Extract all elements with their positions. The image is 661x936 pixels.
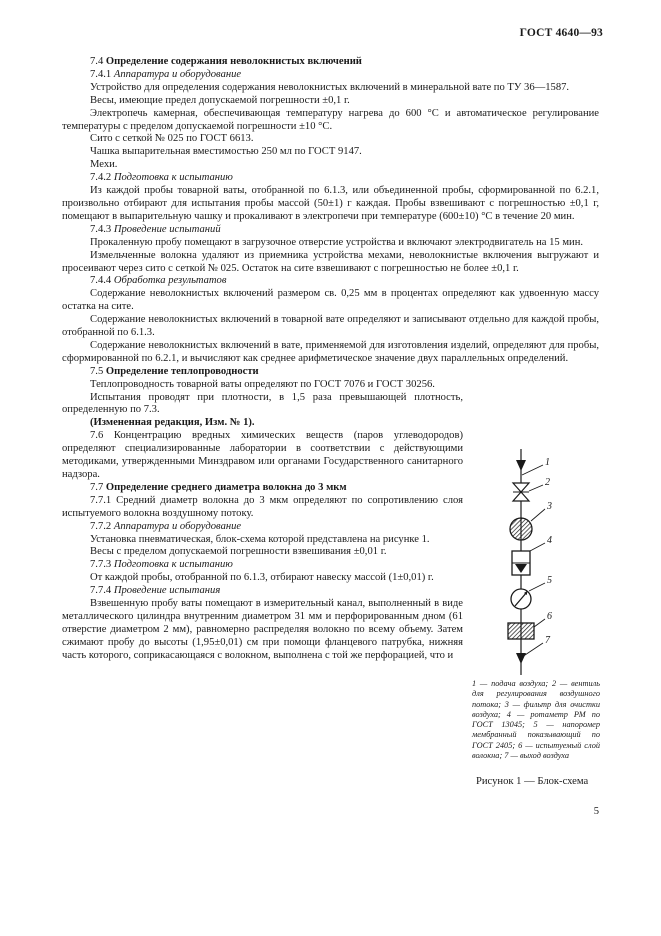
block-diagram-svg xyxy=(487,447,567,677)
page-number: 5 xyxy=(593,806,599,817)
callout-3: 3 xyxy=(547,501,552,512)
subsection-number: 7.4.3 xyxy=(90,223,112,235)
paragraph: Сито с сеткой № 025 по ГОСТ 6613. xyxy=(90,133,254,145)
paragraph: Весы, имеющие предел допускаемой погрешности ±0,1 г. xyxy=(90,94,350,106)
subsection-number: 7.7.3 xyxy=(90,559,112,571)
figure-caption: Рисунок 1 — Блок-схема xyxy=(476,776,589,787)
section-number: 7.5 xyxy=(90,365,104,377)
subsection-number: 7.4.2 xyxy=(90,172,112,184)
paragraph: Содержание неволокнистых включений размером св. 0,25 мм в процентах определяют как удвоенную массу остатка на сите. xyxy=(62,288,599,313)
block-diagram xyxy=(487,447,567,677)
rotameter-symbol xyxy=(512,551,530,575)
paragraph: Чашка выпарительная вместимостью 250 мл по ГОСТ 9147. xyxy=(90,146,362,158)
subsection-number: 7.4.4 xyxy=(90,275,112,287)
paragraph: Испытания проводят при плотности, в 1,5 раза превышающей плотность, определенную по 7.3. xyxy=(62,391,463,416)
subsection-heading xyxy=(62,224,599,237)
subsection-title: Подготовка к испытанию xyxy=(113,172,233,184)
subsection-title: Аппаратура и оборудование xyxy=(113,68,242,80)
section-title: Определение содержания неволокнистых включений xyxy=(105,56,362,67)
paragraph: Содержание неволокнистых включений в товарной вате определяют и записывают отдельно для каждой пробы, отобранной по 6.1.3. xyxy=(62,314,599,339)
subsection-title: Проведение испытания xyxy=(113,585,221,597)
paragraph: Измельченные волокна удаляют из приемника устройства мехами, неволокнистые включения выгружают и просеивают через сито с сеткой № 025. Остаток на сите взвешивают с погрешностью не более ±0,1 г. xyxy=(62,249,599,274)
paragraph: 7.6 Концентрацию вредных химических веществ (паров углеводородов) определяют специализированные лаборатории в соответствии с действующими методиками, утвержденными Минздравом или органами Государственного санитарного надзора. xyxy=(62,430,463,480)
subsection-title: Проведение испытаний xyxy=(113,223,221,235)
section-title: Определение теплопроводности xyxy=(105,365,259,377)
subsection-heading xyxy=(62,559,463,572)
paragraph: Прокаленную пробу помещают в загрузочное отверстие устройства и включают электродвигатель на 15 мин. xyxy=(90,236,584,248)
paragraph: От каждой пробы, отобранной по 6.1.3, отбирают навеску массой (1±0,01) г. xyxy=(90,572,434,584)
callout-6: 6 xyxy=(547,611,552,622)
pressure-gauge-symbol xyxy=(511,589,531,609)
section-heading xyxy=(62,482,463,495)
subsection-number: 7.4.1 xyxy=(90,68,112,80)
valve-symbol xyxy=(513,483,529,501)
fiber-layer-symbol xyxy=(508,623,534,639)
figure-legend: 1 — подача воздуха; 2 — вентиль для регулирования воздушного потока; 3 — фильтр для очистки воздуха; 4 — ротаметр РМ по ГОСТ 13045; 5 — напоромер мембранный показывающий по ГОСТ 2405; 6 — испытуемый слой волокна; 7 — выход воздуха xyxy=(472,679,600,761)
amendment-note: (Измененная редакция, Изм. № 1). xyxy=(90,417,255,429)
paragraph: Весы с пределом допускаемой погрешности взвешивания ±0,01 г. xyxy=(90,546,387,558)
section-heading xyxy=(62,56,599,69)
callout-2: 2 xyxy=(545,477,550,488)
subsection-heading xyxy=(62,172,599,185)
subsection-heading xyxy=(62,69,599,82)
paragraph: Мехи. xyxy=(90,159,118,171)
subsection-number: 7.7.2 xyxy=(90,520,112,532)
section-title: Определение среднего диаметра волокна до 3 мкм xyxy=(105,481,347,493)
section-heading xyxy=(62,366,599,379)
air-inlet-arrow xyxy=(516,460,526,471)
subsection-title: Обработка результатов xyxy=(113,275,227,287)
section-number: 7.4 xyxy=(90,56,104,67)
paragraph: Взвешенную пробу ваты помещают в измерительный канал, выполненный в виде металлического цилиндра внутренним диаметром 31 мм и перфорированным дном (61 отверстие диаметром 2 мм), равномерно распределяя волокно по всему объему. Затем сжимают пробу до высоты (1,95±0,01) см при помощи фланцевого патрубка, нижняя часть которого, соприкасающаяся с волокном, выполнена с той же перфорацией, что и xyxy=(62,598,463,661)
filter-symbol xyxy=(510,518,532,540)
standard-header: ГОСТ 4640—93 xyxy=(519,27,603,39)
callout-7: 7 xyxy=(545,635,550,646)
callout-4: 4 xyxy=(547,535,552,546)
paragraph: Электропечь камерная, обеспечивающая температуру нагрева до 600 °С и автоматическое регулирование температуры с пределом допускаемой погрешности ±10 °С. xyxy=(62,107,599,132)
paragraph: Устройство для определения содержания неволокнистых включений в минеральной вате по ТУ 36—1587. xyxy=(90,81,570,93)
paragraph: Установка пневматическая, блок-схема которой представлена на рисунке 1. xyxy=(90,533,430,545)
paragraph: Содержание неволокнистых включений в вате, применяемой для изготовления изделий, определяют для пробы, сформированной по 6.2.1, и вычисляют как среднее арифметическое значение двух параллельных определений. xyxy=(62,339,599,364)
callout-1: 1 xyxy=(545,457,550,468)
section-number: 7.7 xyxy=(90,481,104,493)
subsection-heading xyxy=(62,275,599,288)
subsection-heading xyxy=(62,585,463,598)
subsection-title: Аппаратура и оборудование xyxy=(113,520,242,532)
paragraph: 7.7.1 Средний диаметр волокна до 3 мкм определяют по сопротивлению слоя испытуемого волокна воздушному потоку. xyxy=(62,494,463,519)
air-outlet-arrow xyxy=(516,653,526,664)
paragraph: Из каждой пробы товарной ваты, отобранной по 6.1.3, или объединенной пробы, сформированной по 6.2.1, произвольно отбирают для испытания пробы массой (50±1) г каждая. Пробы взвешивают с погрешностью ±0,1 г, помещают в выпарительную чашку и прокаливают в электропечи при температуре (600±10) °С в течение 20 мин. xyxy=(62,185,599,222)
subsection-heading xyxy=(62,521,463,534)
subsection-title: Подготовка к испытанию xyxy=(113,559,233,571)
callout-5: 5 xyxy=(547,575,552,586)
subsection-number: 7.7.4 xyxy=(90,585,112,597)
paragraph: Теплопроводность товарной ваты определяют по ГОСТ 7076 и ГОСТ 30256. xyxy=(90,378,435,390)
